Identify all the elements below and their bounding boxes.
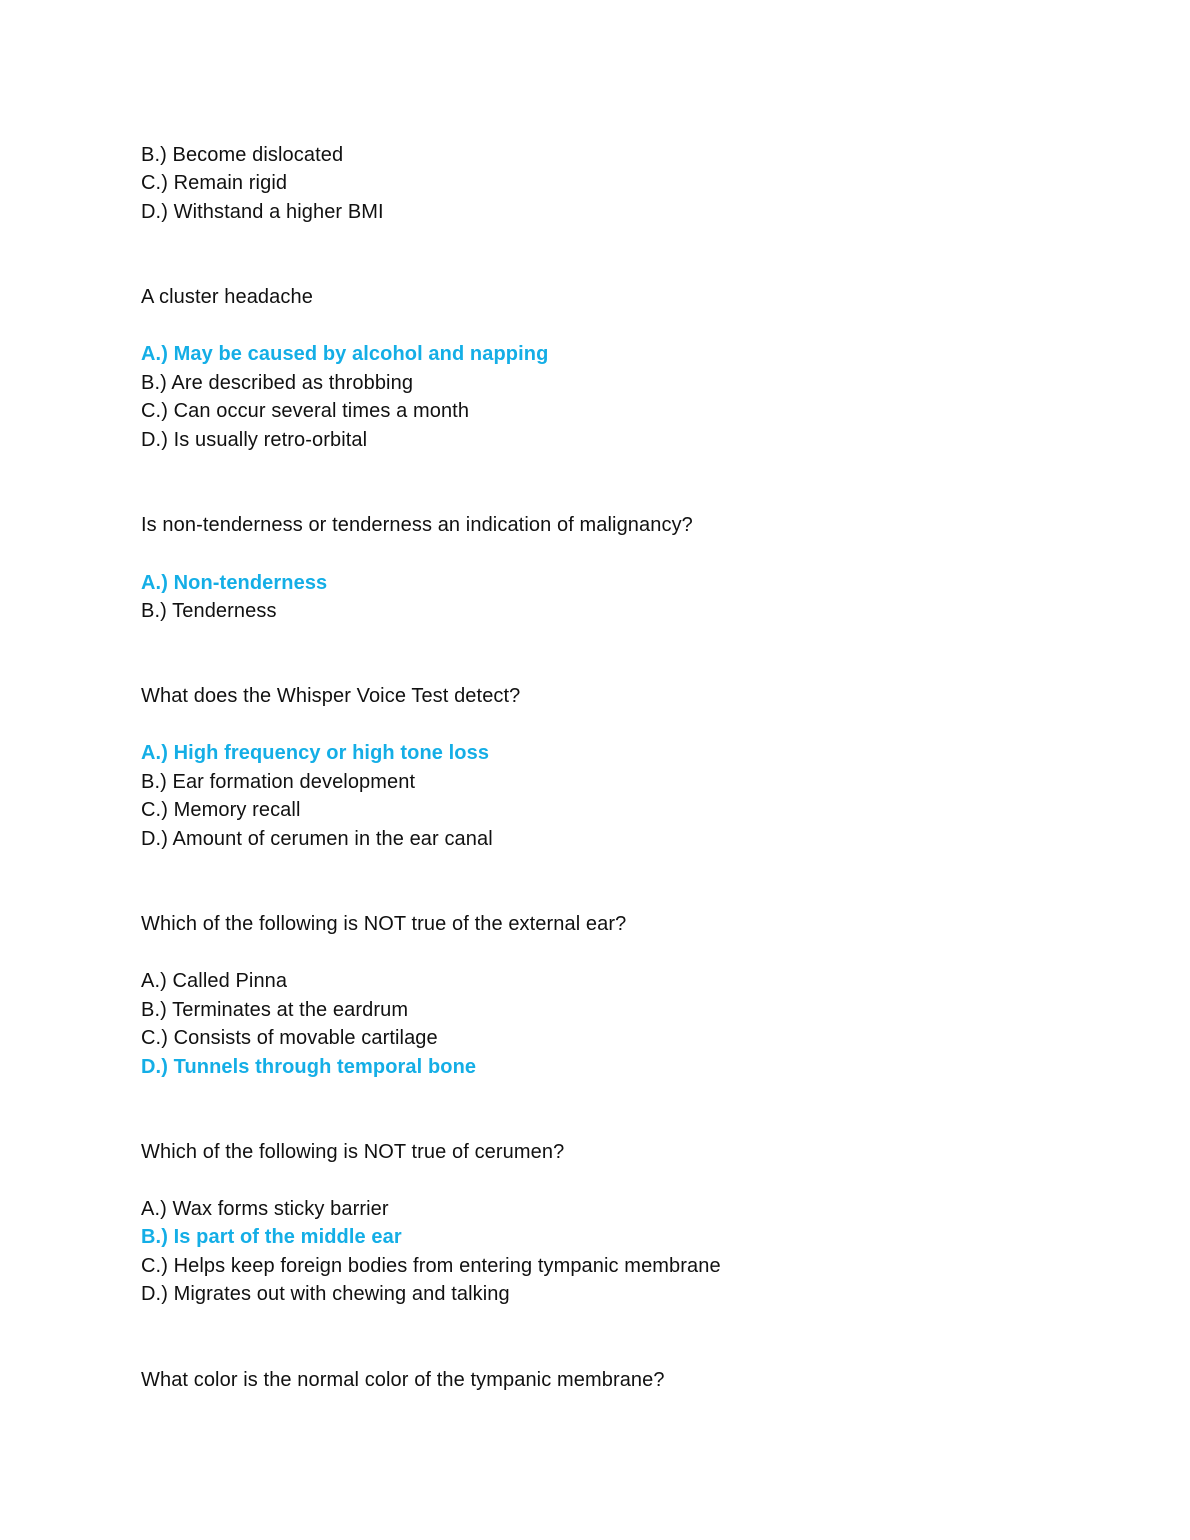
option-line: C.) Helps keep foreign bodies from entering tympanic membrane	[141, 1255, 721, 1277]
option-line: B.) Terminates at the eardrum	[141, 999, 409, 1021]
option-line: C.) Can occur several times a month	[141, 400, 470, 422]
question-text: What color is the normal color of the tympanic membrane?	[141, 1369, 665, 1391]
correct-answer: A.) May be caused by alcohol and napping	[141, 343, 549, 365]
question-text: Which of the following is NOT true of the external ear?	[141, 913, 627, 935]
question-text: A cluster headache	[141, 286, 313, 308]
question-text: What does the Whisper Voice Test detect?	[141, 685, 521, 707]
question-text: Which of the following is NOT true of cerumen?	[141, 1141, 565, 1163]
option-line: D.) Is usually retro-orbital	[141, 429, 368, 451]
option-line: D.) Amount of cerumen in the ear canal	[141, 828, 493, 850]
correct-answer: D.) Tunnels through temporal bone	[141, 1056, 477, 1078]
correct-answer: B.) Is part of the middle ear	[141, 1226, 402, 1248]
option-line: A.) Wax forms sticky barrier	[141, 1198, 389, 1220]
option-line: D.) Migrates out with chewing and talking	[141, 1283, 510, 1305]
option-line: C.) Remain rigid	[141, 172, 288, 194]
question-text: Is non-tenderness or tenderness an indication of malignancy?	[141, 514, 693, 536]
correct-answer: A.) High frequency or high tone loss	[141, 742, 490, 764]
option-line: B.) Are described as throbbing	[141, 372, 414, 394]
option-line: B.) Become dislocated	[141, 144, 344, 166]
correct-answer: A.) Non-tenderness	[141, 572, 328, 594]
option-line: C.) Consists of movable cartilage	[141, 1027, 438, 1049]
option-line: C.) Memory recall	[141, 799, 301, 821]
option-line: A.) Called Pinna	[141, 970, 288, 992]
option-line: B.) Ear formation development	[141, 771, 416, 793]
option-line: D.) Withstand a higher BMI	[141, 201, 384, 223]
option-line: B.) Tenderness	[141, 600, 277, 622]
